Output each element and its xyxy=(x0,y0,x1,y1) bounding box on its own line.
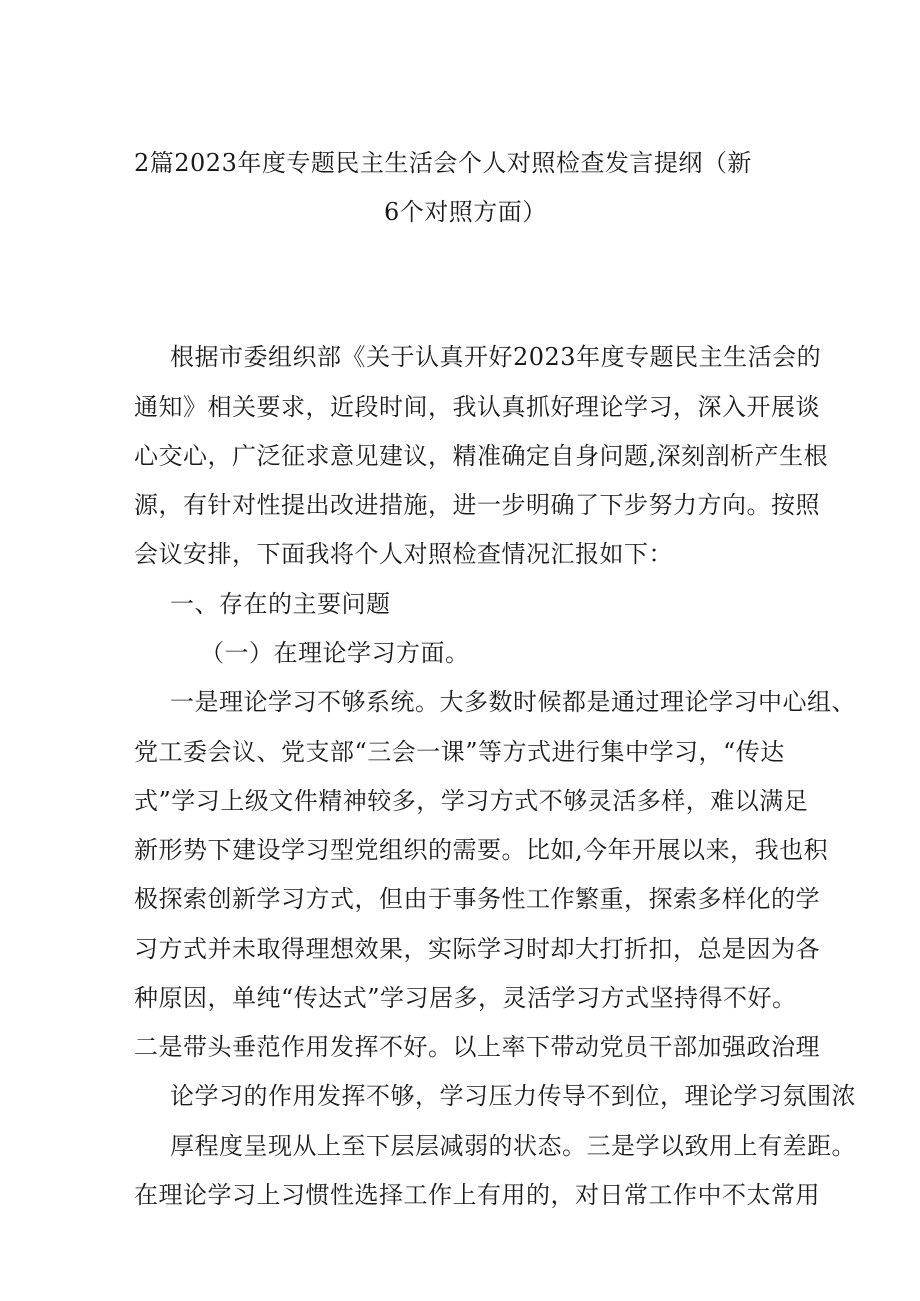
paragraph-line: 通知》相关要求，近段时间，我认真抓好理论学习，深入开展谈 xyxy=(134,393,820,421)
document-title-line-1: 2篇2023年度专题民主生活会个人对照检查发言提纲（新 xyxy=(134,149,752,177)
paragraph-line: 在理论学习上习惯性选择工作上有用的，对日常工作中不太常用 xyxy=(134,1181,820,1209)
subsection-heading: （一）在理论学习方面。 xyxy=(200,639,470,667)
paragraph-line: 源，有针对性提出改进措施，进一步明确了下步努力方向。按照 xyxy=(134,491,820,519)
paragraph-line: 习方式并未取得理想效果，实际学习时却大打折扣，总是因为各 xyxy=(134,935,820,963)
paragraph-line: 会议安排，下面我将个人对照检查情况汇报如下： xyxy=(134,540,673,568)
paragraph-line: 种原因，单纯“传达式”学习居多，灵活学习方式坚持得不好。 xyxy=(134,984,797,1012)
paragraph-line: 新形势下建设学习型党组织的需要。比如,今年开展以来，我也积 xyxy=(134,836,829,864)
paragraph-line: 党工委会议、党支部“三会一课”等方式进行集中学习，“传达 xyxy=(134,738,785,766)
paragraph-line: 极探索创新学习方式，但由于事务性工作繁重，探索多样化的学 xyxy=(134,885,820,913)
paragraph-line: 论学习的作用发挥不够，学习压力传导不到位，理论学习氛围浓 xyxy=(170,1082,856,1110)
paragraph-line: 厚程度呈现从上至下层层减弱的状态。三是学以致用上有差距。 xyxy=(170,1132,856,1160)
paragraph-line: 二是带头垂范作用发挥不好。以上率下带动党员干部加强政治理 xyxy=(134,1033,820,1061)
section-heading: 一、存在的主要问题 xyxy=(170,590,391,618)
paragraph-line: 心交心，广泛征求意见建议，精准确定自身问题,深刻剖析产生根 xyxy=(134,442,829,470)
paragraph-line: 式”学习上级文件精神较多，学习方式不够灵活多样，难以满足 xyxy=(134,787,809,815)
document-title-line-2: 6个对照方面） xyxy=(384,198,547,226)
paragraph-line: 根据市委组织部《关于认真开好2023年度专题民主生活会的 xyxy=(170,343,822,371)
paragraph-line: 一是理论学习不够系统。大多数时候都是通过理论学习中心组、 xyxy=(170,688,856,716)
